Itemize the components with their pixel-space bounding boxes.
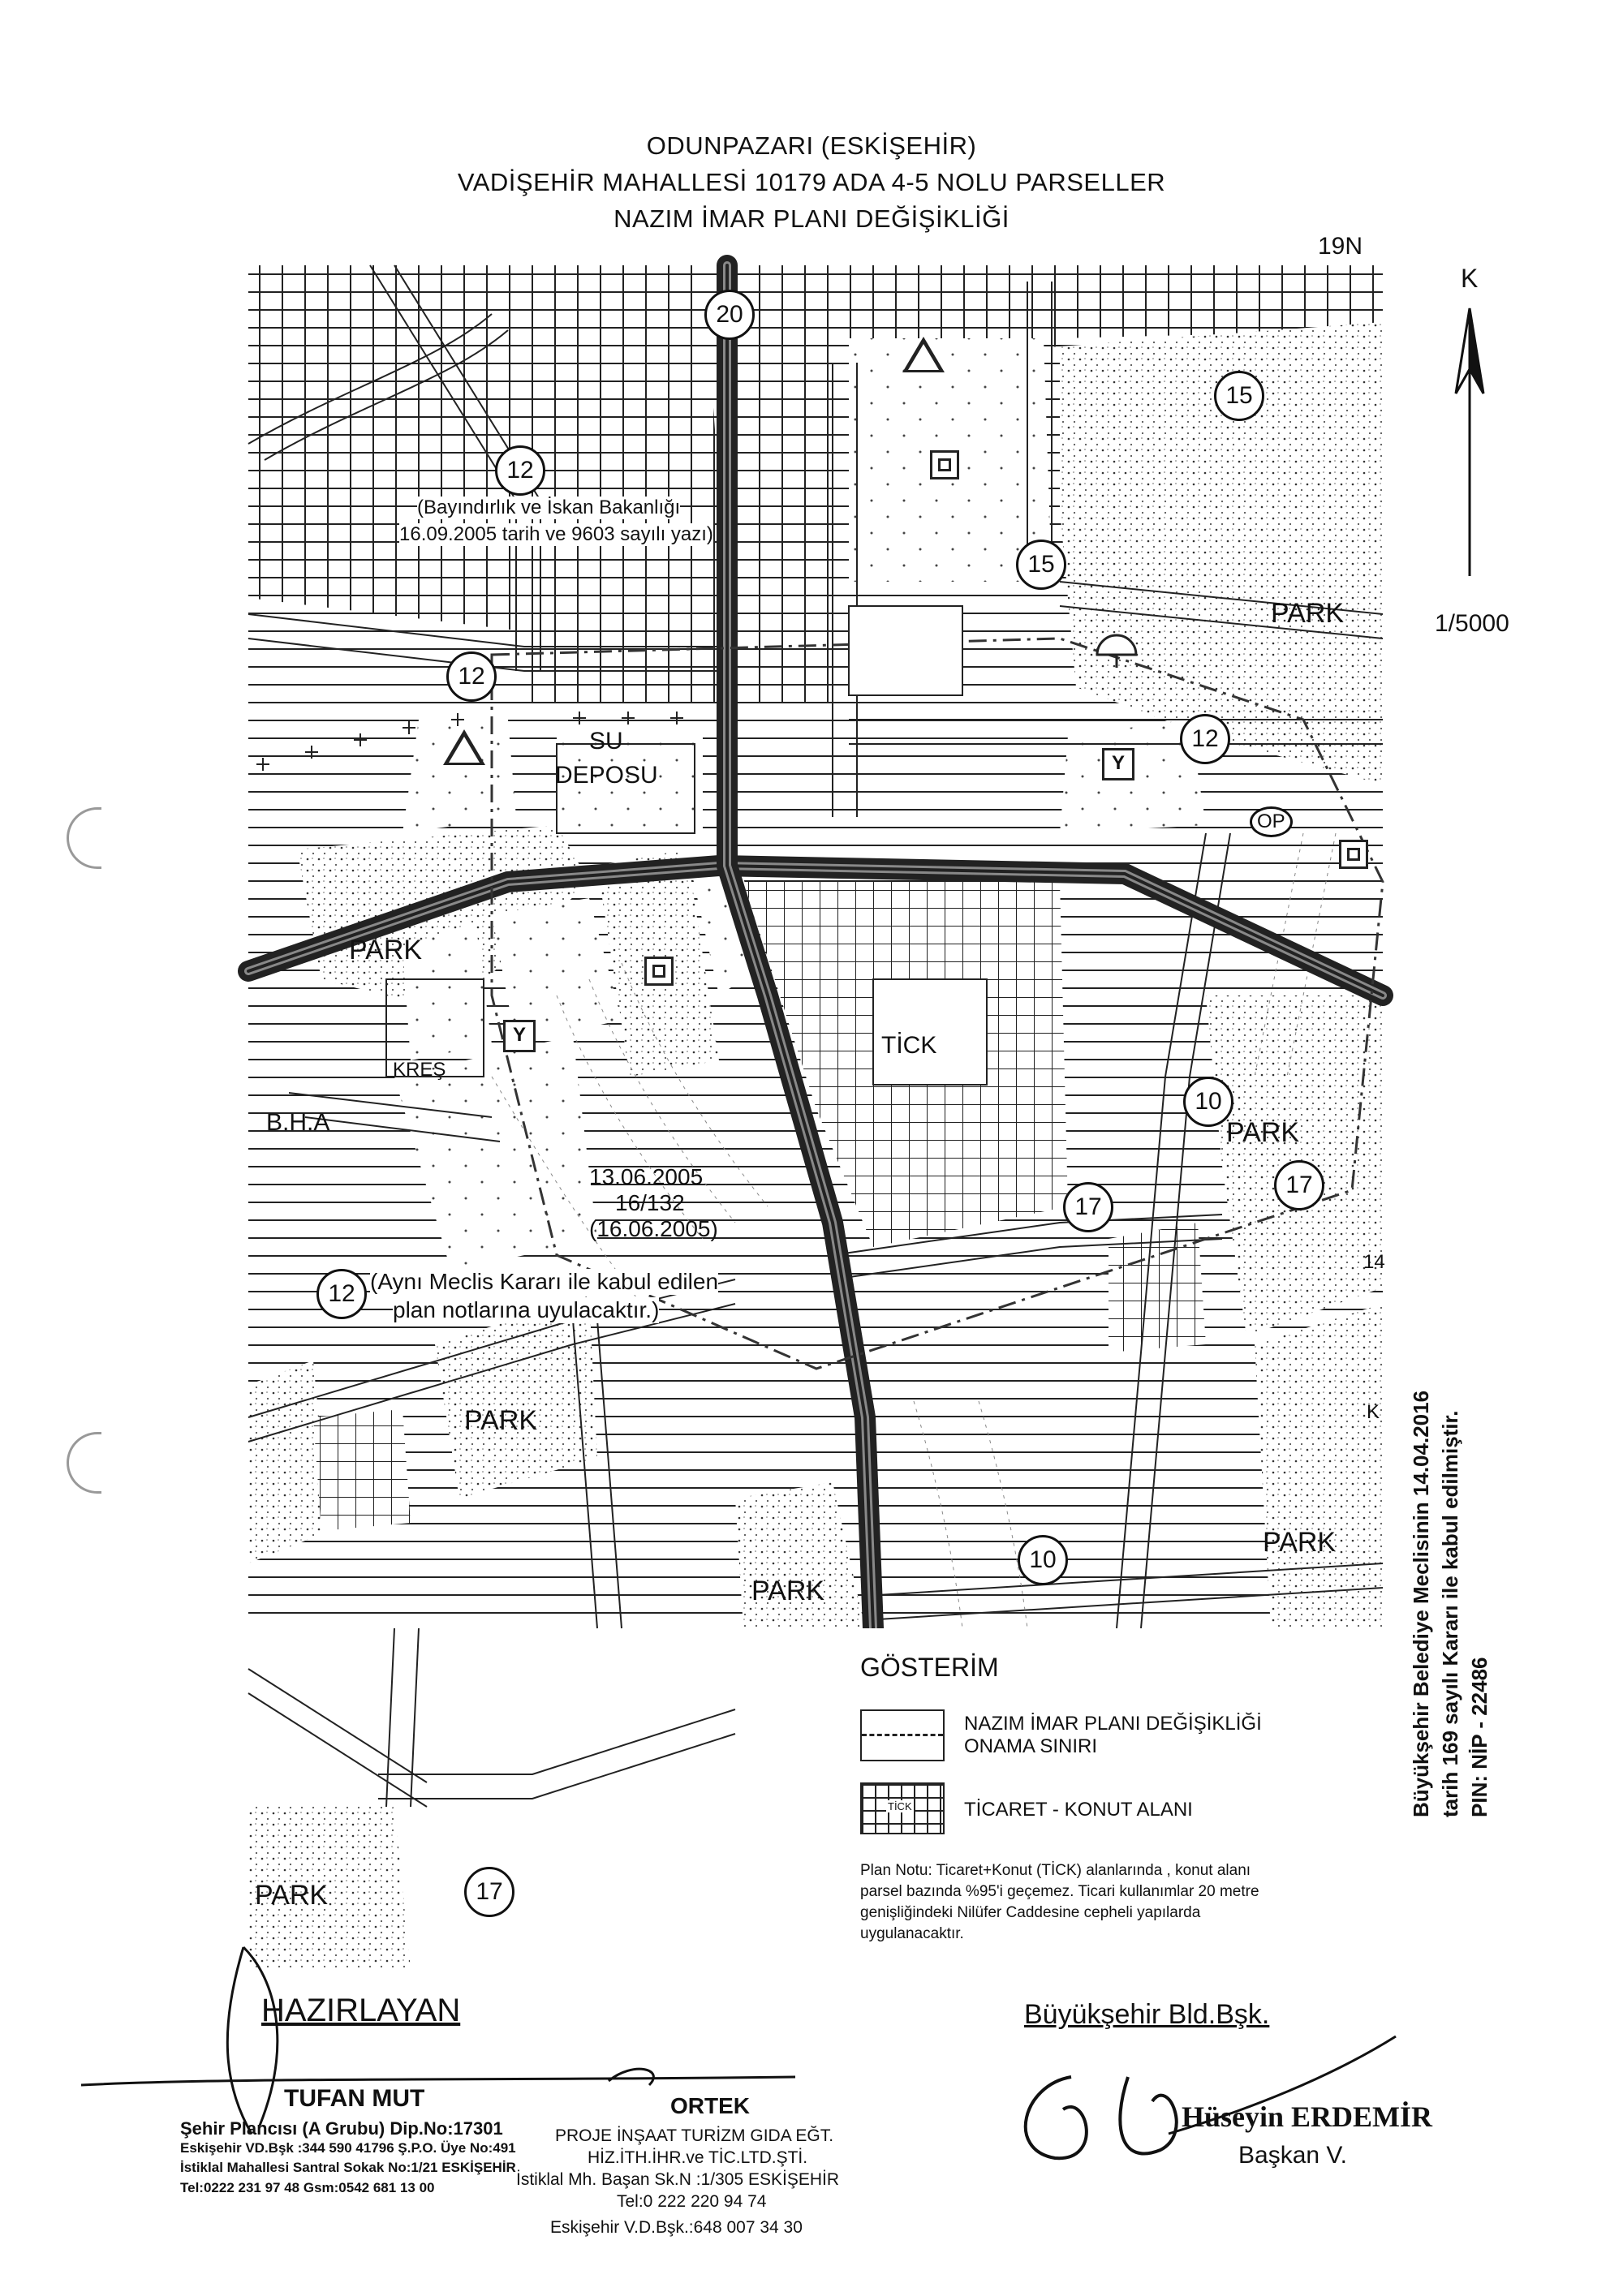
legend-swatch-tick-label: TİCK (888, 1800, 912, 1812)
legend-swatch-tick (860, 1782, 945, 1834)
label-kres: KREŞ (393, 1059, 446, 1081)
company-name: ORTEK (670, 2093, 750, 2118)
label-park-e: PARK (1226, 1117, 1300, 1148)
umbrella-icon (1092, 630, 1141, 671)
square-icon (930, 450, 959, 479)
preparer-line-1: Şehir Plancısı (A Grubu) Dip.No:17301 (180, 2118, 503, 2139)
label-op: OP (1250, 806, 1293, 837)
label-park-mid: PARK (464, 1405, 538, 1436)
company-line-3: İstiklal Mh. Başan Sk.N :1/305 ESKİŞEHİR (516, 2170, 839, 2189)
preparer-heading: HAZIRLAYAN (261, 1993, 461, 2028)
book-icon: Y (503, 1020, 536, 1052)
label-bha: B.H.A (266, 1109, 330, 1136)
road-number-15: 15 (1016, 540, 1066, 590)
label-park-s: PARK (751, 1576, 825, 1606)
approval-stamp-line1: Büyükşehir Belediye Meclisinin 14.04.2016 (1409, 1390, 1433, 1817)
legend-item-boundary-2: ONAMA SINIRI (964, 1735, 1098, 1757)
legend-item-boundary-1: NAZIM İMAR PLANI DEĞİŞİKLİĞİ (964, 1713, 1262, 1735)
book-icon: Y (1102, 748, 1134, 780)
road-number-15-ne: 15 (1214, 371, 1264, 421)
label-k-edge: K (1367, 1401, 1380, 1423)
label-tick: TİCK (881, 1032, 937, 1059)
square-icon (644, 957, 674, 986)
company-line-1: PROJE İNŞAAT TURİZM GIDA EĞT. (555, 2126, 834, 2145)
road-number-17-sw: 17 (464, 1867, 514, 1917)
north-arrow-icon (1449, 304, 1490, 580)
title-parcels: VADİŞEHİR MAHALLESİ 10179 ADA 4-5 NOLU PARSELLER (457, 168, 1166, 196)
legend-note-4: uygulanacaktır. (860, 1925, 964, 1942)
company-line-2: HİZ.İTH.İHR.ve TİC.LTD.ŞTİ. (588, 2148, 808, 2167)
road-number-20: 20 (704, 290, 755, 340)
label-park-sw: PARK (255, 1880, 329, 1911)
note-ministry-2: 16.09.2005 tarih ve 9603 sayılı yazı) (399, 523, 713, 545)
label-deposu: DEPOSU (555, 762, 658, 789)
label-14: 14 (1363, 1251, 1385, 1273)
legend-note-3: genişliğindeki Nilüfer Caddesine cepheli yapılarda (860, 1904, 1201, 1921)
triangle-icon (902, 337, 945, 372)
mayor-title: Başkan V. (1238, 2142, 1347, 2169)
north-label: K (1461, 264, 1479, 293)
road-number-12-n: 12 (495, 445, 545, 496)
road-number-10-e: 10 (1183, 1077, 1233, 1127)
title-plan-type: NAZIM İMAR PLANI DEĞİŞİKLİĞİ (613, 204, 1010, 233)
legend-swatch-boundary (860, 1709, 945, 1761)
label-park-ne: PARK (1271, 598, 1345, 629)
legend-note-1: Plan Notu: Ticaret+Konut (TİCK) alanlarında , konut alanı (860, 1862, 1251, 1879)
road-number-12-e: 12 (1180, 714, 1230, 764)
legend-panel (803, 1628, 1404, 1969)
note-decision-no: 16/132 (615, 1190, 685, 1215)
note-decision-pub: (16.06.2005) (589, 1216, 718, 1241)
preparer-name: TUFAN MUT (284, 2085, 425, 2112)
mayor-heading: Büyükşehir Bld.Bşk. (1024, 1999, 1270, 2030)
note-council-2: plan notlarına uyulacaktır.) (393, 1297, 660, 1322)
square-icon (1339, 840, 1368, 869)
road-number-17-mid: 17 (1063, 1182, 1113, 1232)
note-council-1: (Aynı Meclis Kararı ile kabul edilen (370, 1269, 719, 1294)
note-decision-date: 13.06.2005 (589, 1164, 704, 1189)
punch-hole-bottom (67, 1432, 101, 1494)
legend-note-2: parsel bazında %95'i geçemez. Ticari kullanımlar 20 metre (860, 1883, 1259, 1900)
road-number-17-e: 17 (1274, 1160, 1324, 1210)
legend-title: GÖSTERİM (860, 1653, 999, 1682)
preparer-line-4: Tel:0222 231 97 48 Gsm:0542 681 13 00 (180, 2180, 435, 2195)
approval-stamp-line2: tarih 169 sayılı Kararı ile kabul edilmiştir. (1438, 1410, 1462, 1817)
road-number-12-w: 12 (446, 651, 497, 702)
triangle-icon (443, 729, 485, 765)
title-district: ODUNPAZARI (ESKİŞEHİR) (646, 131, 977, 160)
label-park-w: PARK (349, 935, 423, 965)
road-number-12-sw: 12 (316, 1269, 367, 1319)
mayor-name: Hüseyin ERDEMİR (1182, 2100, 1433, 2133)
road-number-10-s: 10 (1018, 1535, 1068, 1585)
punch-hole-top (67, 807, 101, 869)
legend-item-tick: TİCARET - KONUT ALANI (964, 1799, 1193, 1821)
company-line-5: Eskişehir V.D.Bşk.:648 007 34 30 (550, 2218, 803, 2237)
note-ministry-1: (Bayındırlık ve İskan Bakanlığı (417, 497, 681, 518)
preparer-line-2: Eskişehir VD.Bşk :344 590 41796 Ş.P.O. Üye No:491 (180, 2140, 516, 2156)
label-su: SU (589, 728, 623, 755)
scale-label: 1/5000 (1435, 610, 1509, 637)
preparer-line-3: İstiklal Mahallesi Santral Sokak No:1/21 ESKİŞEHİR (180, 2160, 516, 2175)
sheet-number: 19N (1318, 233, 1363, 260)
approval-stamp-line3: PIN: NİP - 22486 (1467, 1657, 1492, 1817)
company-line-4: Tel:0 222 220 94 74 (617, 2192, 767, 2211)
label-park-se: PARK (1263, 1527, 1337, 1558)
